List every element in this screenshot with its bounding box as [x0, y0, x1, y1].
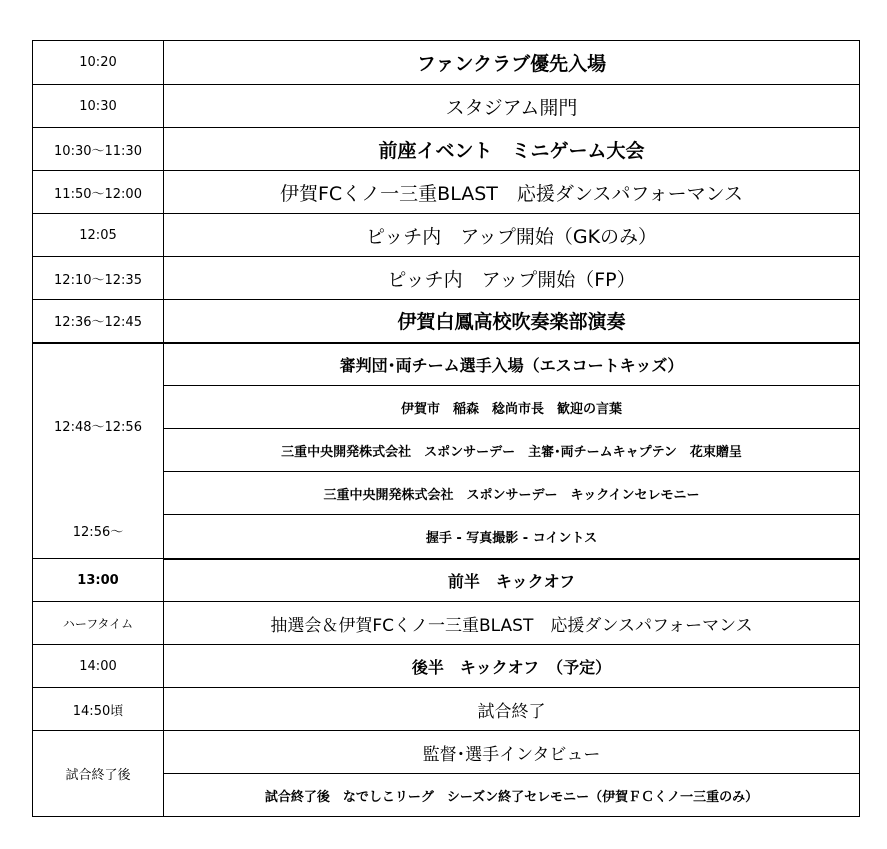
time-cell: 11:50～12:00 [33, 171, 164, 214]
post-match-row [33, 731, 860, 774]
ceremony-time-end: 12:56～ [72, 524, 124, 540]
time-cell: 12:36～12:45 [33, 300, 164, 343]
event-cell: 抽選会＆伊賀FCくノ一三重BLAST 応援ダンスパフォーマンス [164, 602, 860, 645]
schedule-row [33, 257, 860, 300]
match-row [33, 645, 860, 688]
event-cell: スタジアム開門 [164, 85, 860, 128]
event-cell: 試合終了 [164, 688, 860, 731]
match-row [33, 602, 860, 645]
ceremony-event-cell: 三重中央開発株式会社 スポンサーデー 主審･両チームキャプテン 花束贈呈 [164, 429, 860, 472]
event-cell: ファンクラブ優先入場 [164, 41, 860, 85]
event-cell: ピッチ内 アップ開始（GKのみ） [164, 214, 860, 257]
event-schedule-table [32, 40, 860, 817]
ceremony-event-cell: 伊賀市 稲森 稔尚市長 歓迎の言葉 [164, 386, 860, 429]
time-cell: 10:20 [33, 41, 164, 85]
schedule-row [33, 128, 860, 171]
post-match-time-cell: 試合終了後 [33, 731, 164, 817]
match-row [33, 559, 860, 602]
ceremony-event-cell: 審判団･両チーム選手入場（エスコートキッズ） [164, 343, 860, 386]
time-cell: 12:05 [33, 214, 164, 257]
event-cell: 後半 キックオフ （予定） [164, 645, 860, 688]
ceremony-time-cell [33, 343, 164, 559]
event-cell: 伊賀FCくノ一三重BLAST 応援ダンスパフォーマンス [164, 171, 860, 214]
schedule-row [33, 300, 860, 343]
event-cell: ピッチ内 アップ開始（FP） [164, 257, 860, 300]
match-row [33, 688, 860, 731]
schedule-row [33, 41, 860, 85]
time-cell: 14:00 [33, 645, 164, 688]
post-match-event-cell: 監督･選手インタビュー [164, 731, 860, 774]
time-cell: 14:50頃 [33, 688, 164, 731]
ceremony-time-start: 12:48～12:56 [54, 419, 142, 435]
time-cell: 10:30～11:30 [33, 128, 164, 171]
ceremony-event-cell: 握手 - 写真撮影 - コイントス [164, 515, 860, 559]
time-cell: 10:30 [33, 85, 164, 128]
schedule-row [33, 85, 860, 128]
time-cell: 12:10～12:35 [33, 257, 164, 300]
event-cell: 前半 キックオフ [164, 559, 860, 602]
ceremony-event-cell: 三重中央開発株式会社 スポンサーデー キックインセレモニー [164, 472, 860, 515]
schedule-row [33, 214, 860, 257]
time-cell: ハーフタイム [33, 602, 164, 645]
time-cell: 13:00 [33, 559, 164, 602]
event-cell: 伊賀白鳳高校吹奏楽部演奏 [164, 300, 860, 343]
post-match-event-cell: 試合終了後 なでしこリーグ シーズン終了セレモニー（伊賀ＦＣくノ一三重のみ） [164, 774, 860, 817]
ceremony-row [33, 343, 860, 386]
schedule-row [33, 171, 860, 214]
event-cell: 前座イベント ミニゲーム大会 [164, 128, 860, 171]
